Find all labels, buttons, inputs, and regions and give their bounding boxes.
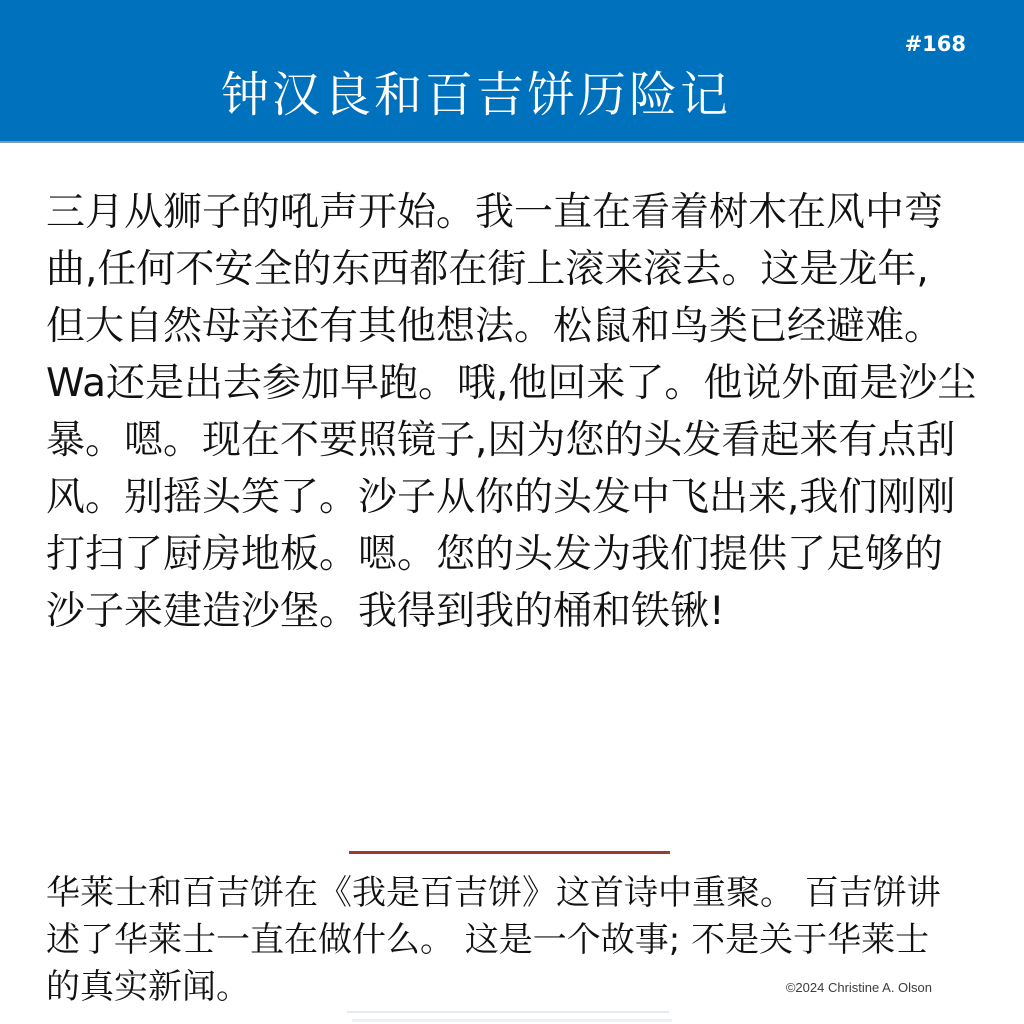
red-divider-line	[349, 851, 670, 854]
story-text	[46, 184, 991, 640]
story-line: 但大自然母亲还有其他想法。松鼠和鸟类已经避难。	[46, 304, 944, 349]
story-line: 风。别摇头笑了。沙子从你的头发中飞出来,我们刚刚	[46, 475, 956, 520]
bottom-faint-divider	[347, 1011, 669, 1013]
story-line: 曲,任何不安全的东西都在街上滚来滚去。这是龙年,	[46, 247, 929, 292]
story-line: 打扫了厨房地板。嗯。您的头发为我们提供了足够的	[46, 532, 944, 577]
footnote-line: 述了华莱士一直在做什么。 这是一个故事; 不是关于华莱士	[46, 920, 930, 960]
story-line: 沙子来建造沙堡。我得到我的桶和铁锹!	[46, 589, 725, 634]
story-line: 暴。嗯。现在不要照镜子,因为您的头发看起来有点刮	[46, 418, 956, 463]
story-line: 三月从狮子的吼声开始。我一直在看着树木在风中弯	[46, 190, 944, 235]
bottom-faint-divider-2	[352, 1019, 672, 1022]
header-banner	[0, 0, 1024, 143]
footnote-line: 华莱士和百吉饼在《我是百吉饼》这首诗中重聚。 百吉饼讲	[46, 873, 941, 913]
footnote-line: 的真实新闻。	[46, 967, 250, 1007]
issue-number: #168	[904, 32, 966, 56]
story-line: Wa还是出去参加早跑。哦,他回来了。他说外面是沙尘	[46, 361, 977, 406]
page-title: 钟汉良和百吉饼历险记	[220, 67, 731, 123]
copyright-text: ©2024 Christine A. Olson	[785, 980, 932, 995]
